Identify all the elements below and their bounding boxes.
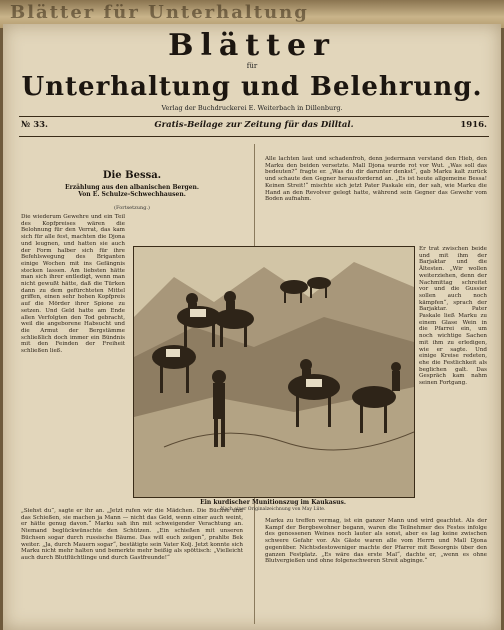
article-subtitle-block	[21, 184, 243, 198]
left-bottom-paragraph: „Siehst du“, sagte er ihr an. „Jetzt rufen wir die Mädchen. Die Büchse und das Schießen, sie machen ja Mann — nicht das Geld, wenn einer auch weint, er hätte genug davon.“ Marku sah ihn mit schweigender Verachtung an. Niemand beglückwünschte den Schützen. „Ein schießen mit unseren Büchsen sogar durch russische Bäume. Das will euch zeigen“, prahlte Bek weiter. „Ja, durch Mauern sogar“, bestätigte sein Vater Kolj. Jetzt konnte sich Marku nicht mehr halten und bemerkte mehr beißig als spöttisch: „Vielleicht auch durch Blutflüchtlinge und durch Gastfreunde!“	[21, 508, 243, 561]
article-title: Die Bessa.	[102, 170, 162, 181]
illustration	[133, 246, 415, 498]
article-subtitle: Erzählung aus den albanischen Bergen.	[65, 184, 199, 191]
right-bottom-text	[265, 518, 487, 626]
masthead-title-top: Blätter	[168, 28, 336, 63]
supplement-line: Gratis-Beilage zur Zeitung für das Dilltal.	[154, 120, 354, 130]
rule-top	[19, 116, 489, 117]
issue-row	[21, 120, 487, 134]
publisher-line: Verlag der Buchdruckerei E. Weiterbach in Dillenburg.	[161, 104, 343, 112]
previous-page-text: Blätter für Unterhaltung	[10, 2, 309, 23]
right-side-text	[419, 246, 487, 514]
right-top-paragraph: Alle lachten laut und schadenfroh, denn jedermann verstand den Hieb, den Marku den beiden versetzte. Mall Djona wurde rot vor Wut. „Was soll das bedeuten?“ fragte er. „Was du dir darunter denkst“, gab Marku kalt zurück und schaute den Gegner herausfordernd an. „Es ist heute allgemeine Bessa! Keinen Streit!“ mischte sich jetzt Pater Paskale ein, der sah, wie Marku die Hand an den Revolver gelegt hatte, während sein Gegner das Gewehr vom Boden aufnahm.	[265, 156, 487, 203]
left-bottom-text	[21, 508, 243, 626]
illustration-drawing	[134, 247, 414, 497]
illustration-credit: Nach einer Originalzeichnung von May Lüte.	[220, 507, 326, 512]
right-side-paragraph: Er trat zwischen beide und mit ihm der Barjaktar und die Ältesten. „Wir wollen weiterziehen, denn der Nachmittag schreitet vor und die Gussier sollen auch noch kämpfen“, sprach der Barjaktar. Pater Paskale ließ Marku zu einem Glase Wein in die Pfarrei ein, um noch wichtige Sachen mit ihm zu erledigen, wie er sagte. Und einige Kreise redeten, ehe die Festlichkeit als beglichen galt. Das Gespräch kam nahm seinen Fortgang.	[419, 246, 487, 387]
issue-year: 1916.	[460, 120, 487, 130]
illustration-caption: Ein kurdischer Munitionszug im Kaukasus.	[200, 499, 346, 506]
left-column-text	[21, 214, 125, 504]
newspaper-page	[3, 24, 501, 630]
masthead-fuer: für	[246, 62, 258, 70]
article-author: Von E. Schulze-Schwechhausen.	[78, 191, 186, 198]
issue-number: № 33.	[21, 120, 48, 130]
left-paragraph: Die wiederum Gewehre und ein Teil des Kopfpreises wären die Belohnung für den Verrat, das kam sich für alle fest, machten die Djona und leugnen, und hatten sie auch der Form halber sich für ihre Befehlswegung des Briganten einige Wochen mit ins Gefängnis stecken lassen. Am liebsten hätte man sich ihrer entledigt, wenn man nicht gewußt hätte, daß die Türken dann zu dem gefürchteten Mittel griffen, einen sehr hohen Kopfpreis auf die Mörder ihrer Spione zu setzen. Und Geld hatte am Ende allen Verfolgten den Tod gebracht, weil die angeborene Habsucht und die Armut der Bergstämme schließlich doch immer ein Bündnis mit den Feinden der Freiheit schließen ließ.	[21, 214, 125, 355]
article-continued: (Fortsetzung.)	[114, 205, 150, 211]
right-bottom-paragraph: Marku zu treffen vermag, ist ein ganzer Mann und wird geachtet. Als der Kampf der Bergbewohner begann, waren die Teilnehmer des Festes infolge des genossenen Weines noch lauter als sonst, aber es lag keine zwischen schwere Gefahr vor. Als Gäste waren alle vom Herrn und Mall Djona gegenüber. Nichtsdestoweniger machte der Pfarrer mit Besorgnis über den ganzen Festplatz. „Es wäre das erste Mal“, dachte er, „wenn es ohne Blutvergießen und ohne folgenschweren Streit abginge.“	[265, 518, 487, 565]
rule-bottom	[19, 136, 489, 137]
masthead-title-main: Unterhaltung und Belehrung.	[21, 72, 483, 102]
right-top-text	[265, 156, 487, 242]
